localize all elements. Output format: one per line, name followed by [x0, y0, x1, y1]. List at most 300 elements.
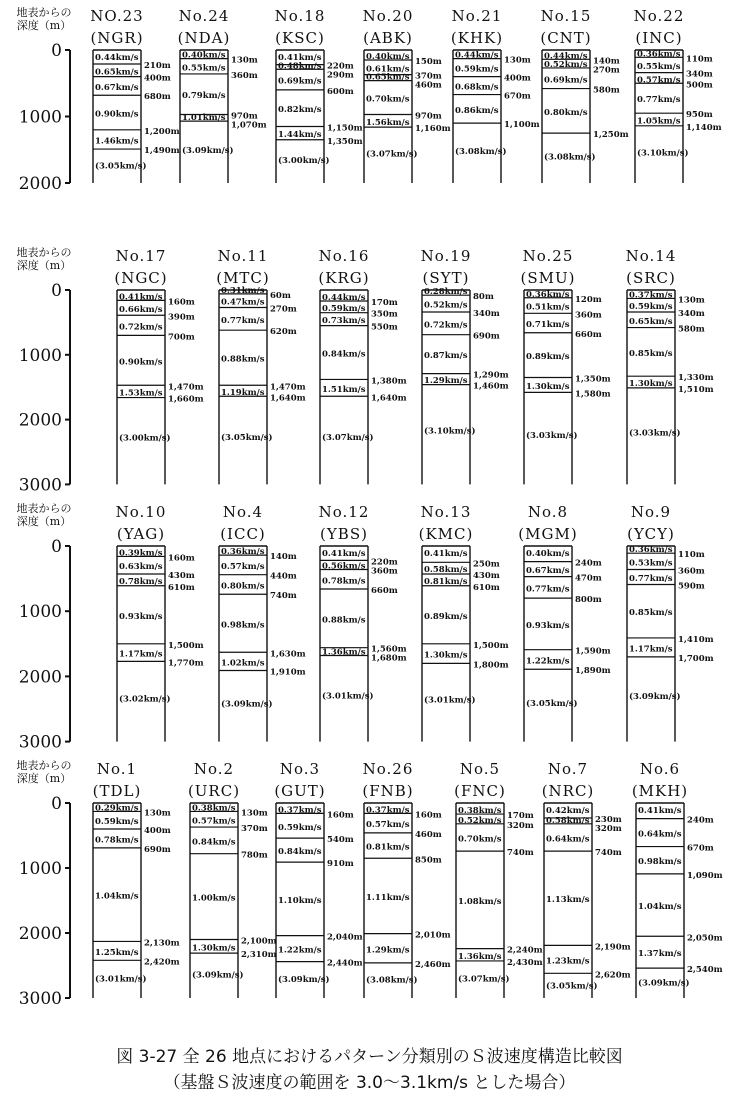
layer-bottom-depth: 1,160m [415, 124, 451, 135]
layer-velocity: 0.73km/s [322, 316, 366, 327]
site-number: No.21 [451, 7, 503, 25]
layer-velocity: 0.40km/s [526, 549, 570, 559]
layer-bottom-depth: 1,090m [687, 870, 723, 881]
axis-tick-label: 1000 [18, 602, 62, 623]
site-code: (SRC) [626, 269, 676, 287]
layer-bottom-depth: 910m [327, 859, 354, 870]
layer-velocity: 0.93km/s [526, 620, 570, 631]
layer-bottom-depth: 250m [473, 559, 500, 570]
layer-bottom-depth: 970m [415, 111, 442, 122]
site-code: (INC) [635, 29, 683, 47]
layer-bottom-depth: 1,140m [686, 122, 722, 133]
layer-bottom-depth: 430m [473, 571, 500, 582]
layer-bottom-depth: 2,540m [687, 965, 723, 976]
site-code: (NDA) [177, 29, 231, 47]
layer-bottom-depth: 2,460m [415, 959, 451, 970]
layer-bottom-depth: 220m [371, 557, 398, 568]
layer-bottom-depth: 610m [168, 582, 195, 593]
layer-bottom-depth: 670m [504, 91, 531, 102]
layer-bottom-depth: 1,200m [144, 126, 180, 137]
layer-bottom-depth: 1,640m [371, 393, 407, 404]
layer-velocity: 1.36km/s [458, 951, 502, 962]
basement-velocity: (3.05km/s) [546, 981, 598, 992]
layer-velocity: 0.67km/s [526, 566, 570, 577]
layer-velocity: 0.68km/s [455, 82, 499, 93]
layer-velocity: 0.72km/s [424, 320, 468, 331]
layer-bottom-depth: 1,070m [231, 120, 267, 131]
layer-velocity: 0.78km/s [322, 576, 366, 587]
site-code: (YBS) [320, 525, 368, 543]
layer-bottom-depth: 1,590m [575, 646, 611, 657]
layer-bottom-depth: 740m [270, 591, 297, 602]
layer-bottom-depth: 140m [270, 552, 297, 563]
layer-velocity: 0.57km/s [366, 820, 410, 831]
layer-bottom-depth: 600m [327, 86, 354, 97]
layer-bottom-depth: 1,470m [168, 382, 204, 393]
layer-bottom-depth: 2,420m [144, 957, 180, 968]
layer-bottom-depth: 130m [241, 808, 268, 819]
layer-bottom-depth: 130m [144, 808, 171, 819]
layer-velocity: 0.67km/s [95, 82, 139, 93]
axis-tick-label: 1000 [18, 345, 62, 366]
site-number: No.2 [193, 760, 235, 778]
layer-velocity: 0.93km/s [119, 611, 163, 622]
layer-bottom-depth: 660m [371, 586, 398, 597]
layer-velocity: 0.39km/s [119, 548, 163, 559]
layer-velocity: 0.52km/s [458, 815, 502, 826]
site-number: No.1 [96, 760, 138, 778]
site-number: No.22 [633, 7, 685, 25]
basement-velocity: (3.00km/s) [278, 156, 330, 167]
layer-velocity: 1.22km/s [278, 945, 322, 956]
layer-velocity: 0.51km/s [526, 302, 570, 313]
site-code: (SYT) [422, 269, 470, 287]
site-number: No.16 [318, 247, 370, 265]
site-code: (KHK) [450, 29, 504, 47]
layer-bottom-depth: 360m [231, 70, 258, 81]
layer-bottom-depth: 1,490m [144, 146, 180, 157]
layer-bottom-depth: 1,580m [575, 389, 611, 400]
layer-bottom-depth: 2,050m [687, 933, 723, 944]
layer-velocity: 0.36km/s [526, 289, 570, 300]
axis-label-line2: 深度（m） [16, 259, 72, 272]
site-number: NO.23 [90, 7, 144, 25]
layer-bottom-depth: 1,460m [473, 381, 509, 392]
layer-bottom-depth: 1,380m [371, 376, 407, 387]
axis-label-line1: 地表からの [16, 246, 72, 259]
site-number: No.14 [625, 247, 677, 265]
layer-velocity: 0.69km/s [544, 75, 588, 86]
layer-velocity: 0.70km/s [458, 834, 502, 845]
layer-bottom-depth: 460m [415, 829, 442, 840]
basement-velocity: (3.08km/s) [544, 152, 596, 163]
layer-bottom-depth: 1,500m [473, 640, 509, 651]
layer-bottom-depth: 240m [687, 815, 714, 826]
axis-tick-label: 0 [51, 794, 62, 814]
layer-velocity: 1.11km/s [366, 892, 410, 903]
layer-velocity: 0.84km/s [278, 847, 322, 858]
layer-bottom-depth: 2,130m [144, 938, 180, 949]
layer-bottom-depth: 2,040m [327, 932, 363, 943]
layer-velocity: 1.19km/s [221, 387, 265, 398]
layer-bottom-depth: 270m [593, 65, 620, 76]
layer-velocity: 0.90km/s [119, 357, 163, 368]
basement-velocity: (3.01km/s) [95, 974, 147, 985]
layer-velocity: 0.59km/s [95, 817, 139, 828]
site-number: No.5 [459, 760, 501, 778]
layer-bottom-depth: 360m [575, 310, 602, 321]
site-code: (NGR) [90, 29, 144, 47]
layer-velocity: 1.30km/s [629, 379, 673, 390]
layer-bottom-depth: 740m [595, 848, 622, 859]
layer-bottom-depth: 1,510m [678, 384, 714, 395]
layer-velocity: 1.17km/s [629, 644, 673, 655]
layer-velocity: 0.55km/s [637, 61, 681, 72]
layer-bottom-depth: 2,100m [241, 936, 277, 947]
basement-velocity: (3.05km/s) [526, 698, 578, 709]
layer-velocity: 1.08km/s [458, 896, 502, 907]
basement-velocity: (3.01km/s) [424, 695, 476, 706]
site-number: No.3 [279, 760, 321, 778]
axis-tick-label: 0 [51, 537, 62, 557]
layer-velocity: 0.87km/s [424, 351, 468, 362]
layer-velocity: 1.30km/s [424, 650, 468, 661]
layer-bottom-depth: 1,150m [327, 123, 363, 134]
layer-bottom-depth: 580m [678, 324, 705, 335]
site-number: No.17 [115, 247, 167, 265]
layer-bottom-depth: 660m [575, 329, 602, 340]
layer-bottom-depth: 1,470m [270, 382, 306, 393]
layer-velocity: 1.29km/s [424, 376, 468, 387]
layer-velocity: 0.57km/s [637, 75, 681, 86]
layer-velocity: 0.55km/s [182, 63, 226, 74]
layer-velocity: 1.05km/s [637, 116, 681, 127]
site-number: No.15 [540, 7, 592, 25]
layer-bottom-depth: 1,350m [575, 374, 611, 385]
layer-bottom-depth: 160m [168, 553, 195, 564]
layer-velocity: 1.04km/s [638, 902, 682, 913]
layer-velocity: 1.30km/s [192, 943, 236, 954]
layer-velocity: 0.84km/s [322, 349, 366, 360]
basement-velocity: (3.07km/s) [322, 432, 374, 443]
layer-bottom-depth: 1,640m [270, 393, 306, 404]
layer-bottom-depth: 800m [575, 595, 602, 606]
site-number: No.6 [639, 760, 681, 778]
layer-bottom-depth: 440m [270, 571, 297, 582]
layer-velocity: 0.28km/s [424, 287, 468, 298]
layer-velocity: 1.51km/s [322, 384, 366, 395]
basement-velocity: (3.09km/s) [182, 145, 234, 156]
basement-velocity: (3.08km/s) [366, 975, 418, 986]
site-code: (MGM) [518, 525, 578, 543]
basement-velocity: (3.09km/s) [221, 699, 273, 710]
axis-tick-label: 3000 [18, 989, 62, 1009]
layer-velocity: 0.41km/s [322, 549, 366, 559]
site-code: (KMC) [418, 525, 474, 543]
layer-bottom-depth: 690m [473, 331, 500, 342]
layer-velocity: 0.78km/s [95, 835, 139, 846]
figure-caption-line1: 図 3-27 全 26 地点におけるパターン分類別のＳ波速度構造比較図 [116, 1047, 623, 1067]
layer-bottom-depth: 2,190m [595, 942, 631, 953]
layer-velocity: 0.29km/s [95, 803, 139, 814]
layer-bottom-depth: 340m [686, 69, 713, 80]
site-number: No.4 [222, 503, 264, 521]
site-number: No.12 [318, 503, 370, 521]
layer-bottom-depth: 270m [270, 304, 297, 315]
layer-bottom-depth: 60m [270, 290, 291, 301]
layer-velocity: 0.41km/s [119, 292, 163, 303]
layer-bottom-depth: 2,010m [415, 930, 451, 941]
layer-bottom-depth: 580m [593, 85, 620, 96]
layer-velocity: 0.47km/s [221, 297, 265, 308]
layer-velocity: 0.56km/s [322, 561, 366, 572]
axis-tick-label: 0 [51, 281, 62, 301]
layer-bottom-depth: 130m [504, 55, 531, 66]
layer-bottom-depth: 2,620m [595, 970, 631, 981]
layer-velocity: 0.64km/s [638, 829, 682, 840]
layer-bottom-depth: 460m [415, 80, 442, 91]
layer-bottom-depth: 1,800m [473, 660, 509, 671]
site-number: No.8 [527, 503, 569, 521]
layer-bottom-depth: 850m [415, 855, 442, 866]
layer-velocity: 0.77km/s [526, 584, 570, 595]
layer-velocity: 0.41km/s [424, 549, 468, 559]
layer-velocity: 0.80km/s [544, 107, 588, 118]
basement-velocity: (3.07km/s) [366, 149, 418, 160]
layer-bottom-depth: 1,910m [270, 667, 306, 678]
layer-velocity: 0.90km/s [95, 109, 139, 120]
axis-tick-label: 1000 [18, 859, 62, 879]
layer-bottom-depth: 740m [507, 848, 534, 859]
layer-bottom-depth: 210m [144, 60, 171, 71]
layer-velocity: 0.86km/s [455, 105, 499, 116]
site-number: No.10 [115, 503, 167, 521]
layer-bottom-depth: 360m [678, 566, 705, 577]
layer-velocity: 1.13km/s [546, 895, 590, 906]
layer-velocity: 0.57km/s [221, 561, 265, 572]
layer-velocity: 0.48km/s [278, 61, 322, 72]
layer-bottom-depth: 400m [504, 73, 531, 84]
figure-caption-line2: （基盤Ｓ波速度の範囲を 3.0〜3.1km/s とした場合） [163, 1073, 576, 1093]
site-code: (FNB) [362, 782, 414, 800]
layer-bottom-depth: 540m [327, 835, 354, 846]
site-code: (TDL) [92, 782, 142, 800]
layer-bottom-depth: 1,700m [678, 653, 714, 664]
layer-bottom-depth: 430m [168, 571, 195, 582]
layer-velocity: 0.57km/s [192, 816, 236, 827]
basement-velocity: (3.09km/s) [638, 978, 690, 989]
layer-velocity: 1.10km/s [278, 895, 322, 906]
axis-label-line1: 地表からの [16, 759, 72, 772]
layer-velocity: 1.23km/s [546, 956, 590, 967]
layer-bottom-depth: 130m [678, 295, 705, 306]
layer-velocity: 0.81km/s [366, 842, 410, 853]
layer-velocity: 0.41km/s [278, 53, 322, 63]
layer-bottom-depth: 470m [575, 573, 602, 584]
layer-velocity: 0.44km/s [544, 51, 588, 62]
layer-velocity: 0.36km/s [221, 547, 265, 558]
site-number: No.13 [420, 503, 472, 521]
layer-velocity: 0.78km/s [119, 576, 163, 587]
layer-bottom-depth: 2,430m [507, 957, 543, 968]
layer-bottom-depth: 400m [144, 73, 171, 84]
basement-velocity: (3.09km/s) [278, 974, 330, 985]
layer-velocity: 0.98km/s [221, 620, 265, 631]
layer-bottom-depth: 1,680m [371, 653, 407, 664]
axis-label-line1: 地表からの [16, 502, 72, 515]
layer-velocity: 0.58km/s [424, 565, 468, 576]
layer-velocity: 0.52km/s [424, 300, 468, 311]
basement-velocity: (3.07km/s) [458, 974, 510, 985]
layer-velocity: 1.29km/s [366, 945, 410, 956]
layer-bottom-depth: 290m [327, 70, 354, 81]
basement-velocity: (3.03km/s) [526, 430, 578, 441]
layer-bottom-depth: 230m [595, 814, 622, 825]
layer-velocity: 1.44km/s [278, 130, 322, 141]
layer-velocity: 0.79km/s [182, 91, 226, 102]
layer-bottom-depth: 170m [507, 811, 534, 822]
layer-velocity: 0.59km/s [322, 303, 366, 314]
layer-velocity: 1.04km/s [95, 891, 139, 902]
axis-label-line2: 深度（m） [16, 515, 72, 528]
layer-velocity: 0.85km/s [629, 348, 673, 359]
axis-tick-label: 2000 [18, 410, 62, 431]
layer-bottom-depth: 1,410m [678, 634, 714, 645]
layer-bottom-depth: 500m [686, 80, 713, 91]
site-code: (FNC) [454, 782, 506, 800]
layer-bottom-depth: 370m [241, 824, 268, 835]
layer-velocity: 1.37km/s [638, 949, 682, 960]
basement-velocity: (3.10km/s) [424, 426, 476, 437]
layer-velocity: 1.56km/s [366, 117, 410, 128]
layer-bottom-depth: 120m [575, 294, 602, 305]
layer-velocity: 0.72km/s [119, 322, 163, 333]
basement-velocity: (3.02km/s) [119, 694, 171, 705]
layer-bottom-depth: 620m [270, 327, 297, 338]
layer-bottom-depth: 110m [678, 550, 705, 561]
layer-velocity: 0.38km/s [458, 806, 502, 816]
layer-bottom-depth: 140m [593, 56, 620, 67]
layer-bottom-depth: 2,240m [507, 945, 543, 956]
site-code: (ICC) [220, 525, 266, 543]
layer-bottom-depth: 340m [678, 309, 705, 320]
site-code: (CNT) [540, 29, 592, 47]
basement-velocity: (3.03km/s) [629, 428, 681, 439]
layer-bottom-depth: 1,560m [371, 644, 407, 655]
layer-bottom-depth: 360m [371, 566, 398, 577]
site-number: No.19 [420, 247, 472, 265]
layer-bottom-depth: 150m [415, 56, 442, 67]
layer-bottom-depth: 2,440m [327, 958, 363, 969]
axis-label-line1: 地表からの [16, 6, 72, 19]
layer-velocity: 0.37km/s [366, 805, 410, 816]
site-number: No.26 [362, 760, 414, 778]
layer-velocity: 0.98km/s [638, 857, 682, 868]
layer-bottom-depth: 170m [371, 298, 398, 309]
layer-bottom-depth: 690m [144, 844, 171, 855]
site-number: No.11 [217, 247, 269, 265]
axis-tick-label: 2000 [18, 667, 62, 688]
layer-bottom-depth: 160m [327, 810, 354, 821]
layer-bottom-depth: 780m [241, 850, 268, 861]
site-code: (MTC) [216, 269, 270, 287]
site-number: No.20 [362, 7, 414, 25]
layer-velocity: 0.69km/s [278, 76, 322, 87]
axis-tick-label: 3000 [18, 475, 62, 496]
layer-velocity: 1.53km/s [119, 388, 163, 399]
layer-bottom-depth: 680m [144, 92, 171, 103]
layer-velocity: 0.59km/s [629, 302, 673, 313]
site-code: (SMU) [520, 269, 576, 287]
site-code: (NRC) [541, 782, 595, 800]
layer-velocity: 0.44km/s [95, 53, 139, 63]
layer-velocity: 0.44km/s [322, 293, 366, 303]
basement-velocity: (3.01km/s) [322, 691, 374, 702]
layer-bottom-depth: 1,330m [678, 373, 714, 384]
site-code: (YCY) [627, 525, 675, 543]
layer-velocity: 1.22km/s [526, 656, 570, 667]
layer-bottom-depth: 1,890m [575, 666, 611, 677]
layer-bottom-depth: 390m [168, 312, 195, 323]
layer-velocity: 1.36km/s [322, 647, 366, 658]
layer-velocity: 1.46km/s [95, 136, 139, 147]
layer-bottom-depth: 1,100m [504, 120, 540, 131]
layer-bottom-depth: 1,350m [327, 136, 363, 147]
layer-velocity: 1.17km/s [119, 649, 163, 660]
layer-bottom-depth: 400m [144, 826, 171, 836]
layer-velocity: 0.89km/s [526, 352, 570, 363]
axis-tick-label: 3000 [18, 732, 62, 753]
layer-velocity: 1.01km/s [182, 113, 226, 124]
site-code: (ABK) [363, 29, 413, 47]
site-code: (KSC) [275, 29, 325, 47]
basement-velocity: (3.08km/s) [455, 147, 507, 158]
layer-velocity: 1.00km/s [192, 893, 236, 904]
layer-velocity: 0.65km/s [629, 316, 673, 327]
layer-bottom-depth: 2,310m [241, 950, 277, 961]
basement-velocity: (3.09km/s) [629, 691, 681, 702]
layer-bottom-depth: 610m [473, 582, 500, 593]
layer-velocity: 0.88km/s [221, 354, 265, 365]
layer-bottom-depth: 220m [327, 61, 354, 72]
layer-bottom-depth: 1,660m [168, 394, 204, 405]
basement-velocity: (3.05km/s) [95, 161, 147, 172]
layer-velocity: 0.70km/s [366, 94, 410, 105]
site-code: (YAG) [116, 525, 166, 543]
site-number: No.9 [630, 503, 672, 521]
layer-velocity: 0.85km/s [629, 608, 673, 619]
layer-bottom-depth: 370m [415, 71, 442, 82]
layer-velocity: 0.89km/s [424, 611, 468, 622]
basement-velocity: (3.09km/s) [192, 970, 244, 981]
layer-bottom-depth: 670m [687, 843, 714, 854]
layer-velocity: 0.36km/s [629, 545, 673, 556]
layer-velocity: 0.37km/s [629, 290, 673, 301]
basement-velocity: (3.05km/s) [221, 432, 273, 443]
axis-tick-label: 1000 [18, 107, 62, 128]
layer-velocity: 0.44km/s [455, 50, 499, 61]
layer-bottom-depth: 160m [415, 810, 442, 821]
layer-velocity: 0.36km/s [637, 49, 681, 60]
layer-bottom-depth: 340m [473, 309, 500, 320]
layer-velocity: 0.42km/s [546, 806, 590, 816]
layer-bottom-depth: 1,770m [168, 658, 204, 669]
layer-bottom-depth: 80m [473, 292, 494, 303]
layer-velocity: 0.84km/s [192, 837, 236, 848]
site-code: (KRG) [318, 269, 370, 287]
layer-bottom-depth: 1,290m [473, 370, 509, 381]
axis-tick-label: 2000 [18, 924, 62, 944]
